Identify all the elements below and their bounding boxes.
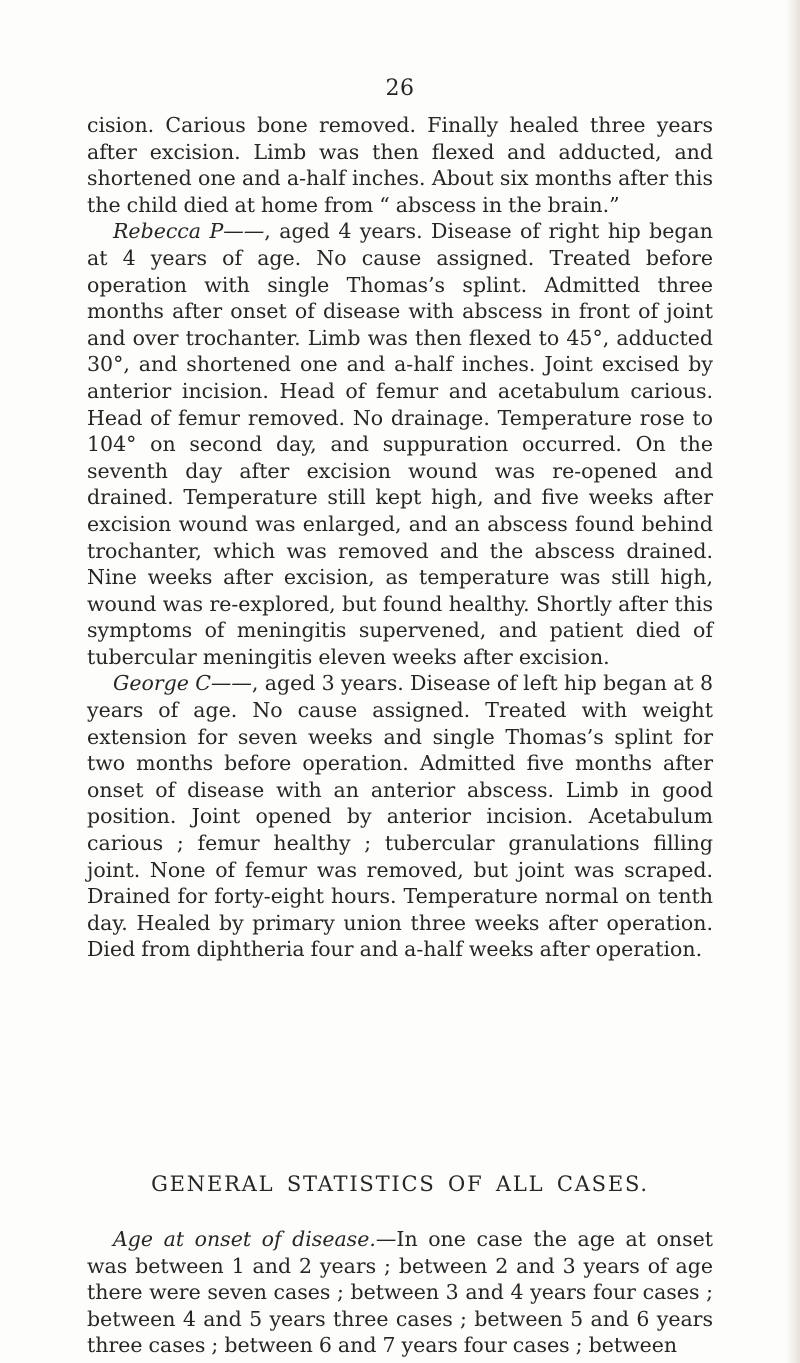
case-text: , aged 3 years. Disease of left hip began at 8 years of age. No cause assigned. Treated with weight extension for seven weeks and single Thomas’s splint for two months before operation. Admitted five months after onset of disease with an anterior abscess. Limb in good position. Joint opened by anterior incision. Acetabulum carious ; femur healthy ; tubercular granulations filling joint. None of femur was removed, but joint was scraped. Drained for forty-eight hours. Temperature normal on tenth day. Healed by primary union three weeks after operation. Died from diphtheria four and a-half weeks after operation. <box>87 671 714 962</box>
case-reports <box>87 112 713 963</box>
case-name: George C—— <box>113 671 252 696</box>
statistics-subheading: Age at onset of disease. <box>113 1227 376 1251</box>
case-text: , aged 4 years. Disease of right hip began at 4 years of age. No cause assigned. Treated before operation with single Thomas’s splint. Admitted three months after onset of disease with abscess in front of joint and over trochanter. Limb was then flexed to 45°, adducted 30°, and shortened one and a-half inches. Joint excised by anterior incision. Head of femur and acetabulum carious. Head of femur removed. No drainage. Temperature rose to 104° on second day, and suppuration occurred. On the seventh day after excision wound was re-opened and drained. Temperature still kept high, and five weeks after excision wound was enlarged, and an abscess found behind trochanter, which was removed and the abscess drained. Nine weeks after excision, as temperature was still high, wound was re-explored, but found healthy. Shortly after this symptoms of meningitis supervened, and patient died of tubercular meningitis eleven weeks after excision. <box>87 219 713 669</box>
page-edge-shadow <box>786 0 800 1363</box>
case-paragraph-rebecca <box>87 218 713 670</box>
case-name: Rebecca P—— <box>113 219 265 244</box>
statistics-section <box>87 1226 713 1359</box>
section-heading: GENERAL STATISTICS OF ALL CASES. <box>151 1172 649 1196</box>
case-paragraph-george <box>87 670 713 963</box>
statistics-paragraph <box>87 1226 713 1359</box>
continuation-paragraph: cision. Carious bone removed. Finally healed three years after excision. Limb was then flexed and adducted, and shortened one and a-half inches. About six months after this the child died at home from “ abscess in the brain.” <box>87 113 713 217</box>
page-number: 26 <box>385 76 415 101</box>
statistics-text: —In one case the age at onset was between 1 and 2 years ; between 2 and 3 years of age there were seven cases ; between 3 and 4 years four cases ; between 4 and 5 years three cases ; between 5 and 6 years three cases ; between 6 and 7 years four cases ; between <box>87 1227 713 1358</box>
